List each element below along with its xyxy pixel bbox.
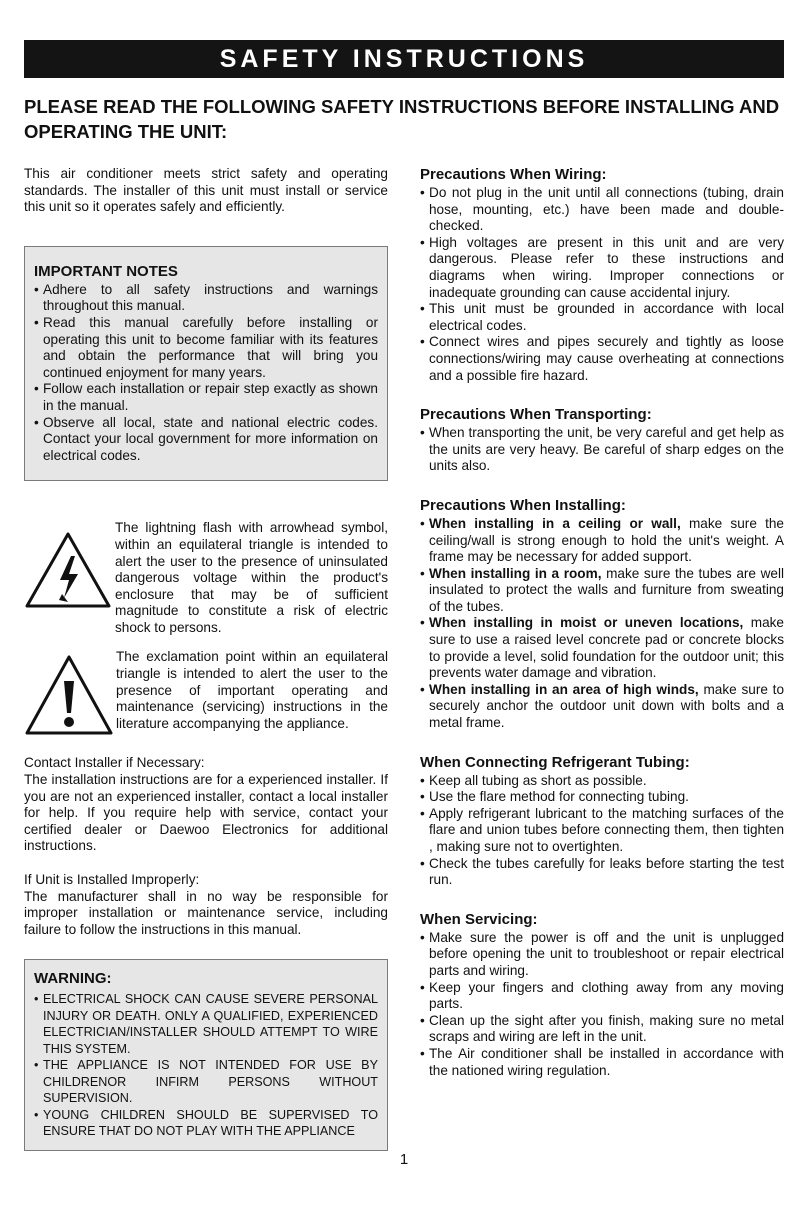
intro-paragraph: This air conditioner meets strict safety and operating standards. The installer of this unit must install or service this unit so it operates safely and efficiently. xyxy=(24,166,388,215)
list-item: • The Air conditioner shall be installed in accordance with the nationed wiring regulation. xyxy=(420,1046,784,1079)
improper-heading: If Unit is Installed Improperly: xyxy=(24,872,200,888)
list-item: • Read this manual carefully before installing or operating this unit to become familiar with its features and obtain the performance that will bring you continued enjoyment for many years. xyxy=(34,315,378,381)
warning-heading: WARNING: xyxy=(34,970,112,988)
list-item: • Adhere to all safety instructions and warnings throughout this manual. xyxy=(34,282,378,315)
warning-box xyxy=(24,959,388,1151)
section-heading: Precautions When Wiring: xyxy=(420,166,607,183)
list-item-lead: When installing in an area of high winds, xyxy=(429,681,699,697)
list-item: • YOUNG CHILDREN SHOULD BE SUPERVISED TO ENSURE THAT DO NOT PLAY WITH THE APPLIANCE xyxy=(34,1107,378,1140)
list-item-text: make sure to securely anchor the outdoor unit down with bolts and a metal frame. xyxy=(429,681,784,731)
list-item: • Follow each installation or repair step exactly as shown in the manual. xyxy=(34,381,378,414)
left-column xyxy=(24,166,388,1151)
installing-section xyxy=(420,497,784,732)
list-item-lead: When installing in a ceiling or wall, xyxy=(429,515,681,531)
list-item: • Observe all local, state and national electric codes. Contact your local government for more information on electrical codes. xyxy=(34,415,378,465)
lightning-symbol-text: The lightning flash with arrowhead symbol, within an equilateral triangle is intended to alert the user to the presence of uninsulated dangerous voltage within the product's enclosure that may be of sufficient magnitude to constitute a risk of electric shock to persons. xyxy=(115,520,388,635)
list-item: • THE APPLIANCE IS NOT INTENDED FOR USE BY CHILDRENOR INFIRM PERSONS WITHOUT SUPERVISION. xyxy=(34,1057,378,1107)
contact-heading: Contact Installer if Necessary: xyxy=(24,755,205,771)
list-item: • Clean up the sight after you finish, making sure no metal scraps and wiring are left in the unit. xyxy=(420,1013,784,1046)
list-item: • High voltages are present in this unit and are very dangerous. Please refer to these instructions and diagrams when wiring. Improper connections or inadequate grounding can cause accidental injury. xyxy=(420,235,784,301)
improper-install-section xyxy=(24,872,388,938)
page-title: SAFETY INSTRUCTIONS xyxy=(24,40,784,78)
important-notes-heading: IMPORTANT NOTES xyxy=(34,262,178,280)
important-notes-box xyxy=(24,246,388,482)
list-item xyxy=(420,682,784,732)
list-item: • Apply refrigerant lubricant to the matching surfaces of the flare and union tubes before connecting them, then tighten , making sure not to overtighten. xyxy=(420,806,784,856)
list-item xyxy=(420,566,784,616)
wiring-section xyxy=(420,166,784,384)
list-item: • ELECTRICAL SHOCK CAN CAUSE SEVERE PERSONAL INJURY OR DEATH. ONLY A QUALIFIED, EXPERIENCED ELECTRICIAN/INSTALLER SHOULD ATTEMPT TO WIRE THIS SYSTEM. xyxy=(34,991,378,1057)
lightning-symbol-block xyxy=(24,520,388,636)
contact-installer-section xyxy=(24,755,388,855)
list-item: • Do not plug in the unit until all connections (tubing, drain hose, mounting, etc.) have been made and double-checked. xyxy=(420,185,784,235)
exclamation-warning-icon xyxy=(24,653,114,737)
contact-text: The installation instructions are for a experienced installer. If you are not an experienced installer, contact a local installer for help. If you require help with service, contact your certified dealer or Daewoo Electronics for additional instructions. xyxy=(24,772,388,854)
exclamation-symbol-text: The exclamation point within an equilateral triangle is intended to alert the user to the presence of important operating and maintenance (servicing) instructions in the literature accompanying the appliance. xyxy=(116,649,388,731)
refrigerant-section xyxy=(420,754,784,889)
list-item-text: make sure the tubes are well insulated to protect the walls and furniture from sweating of the tubes. xyxy=(429,565,785,614)
transporting-section xyxy=(420,406,784,475)
section-heading: When Servicing: xyxy=(420,910,538,928)
list-item: • When transporting the unit, be very careful and get help as the units are very heavy. Be careful of sharp edges on the units also. xyxy=(420,425,784,475)
list-item-text: make sure the ceiling/wall is strong enough to hold the unit's weight. A frame may be necessary for added support. xyxy=(429,515,784,565)
section-heading: Precautions When Installing: xyxy=(420,496,626,514)
list-item: • Use the flare method for connecting tubing. xyxy=(420,789,784,806)
list-item-lead: When installing in moist or uneven locations, xyxy=(429,615,744,631)
list-item-text: make sure to use a raised level concrete pad or concrete blocks to provide a level, solid foundation for the outdoor unit; this prevents water damage and vibration. xyxy=(429,615,784,681)
headline: PLEASE READ THE FOLLOWING SAFETY INSTRUCTIONS BEFORE INSTALLING AND OPERATING THE UNIT: xyxy=(24,96,780,142)
exclamation-symbol-block xyxy=(24,649,388,737)
list-item: • This unit must be grounded in accordance with local electrical codes. xyxy=(420,301,784,334)
list-item xyxy=(420,516,784,566)
page-number: 1 xyxy=(399,1151,409,1168)
improper-text: The manufacturer shall in no way be responsible for improper installation or maintenance service, including failure to follow the instructions in this manual. xyxy=(24,888,388,937)
list-item: • Connect wires and pipes securely and tightly as loose connections/wiring may cause overheating at connections and a possible fire hazard. xyxy=(420,334,784,384)
section-heading: Precautions When Transporting: xyxy=(420,406,652,424)
list-item-lead: When installing in a room, xyxy=(429,565,602,581)
list-item: • Make sure the power is off and the unit is unplugged before opening the unit to troubleshoot or repair electrical parts and wiring. xyxy=(420,930,784,980)
section-heading: When Connecting Refrigerant Tubing: xyxy=(420,753,690,771)
lightning-warning-icon xyxy=(24,530,112,610)
right-column xyxy=(420,166,784,1101)
list-item: • Keep all tubing as short as possible. xyxy=(420,773,784,790)
list-item xyxy=(420,615,784,681)
list-item: • Keep your fingers and clothing away from any moving parts. xyxy=(420,980,784,1013)
servicing-section xyxy=(420,911,784,1079)
list-item: • Check the tubes carefully for leaks before starting the test run. xyxy=(420,856,784,889)
